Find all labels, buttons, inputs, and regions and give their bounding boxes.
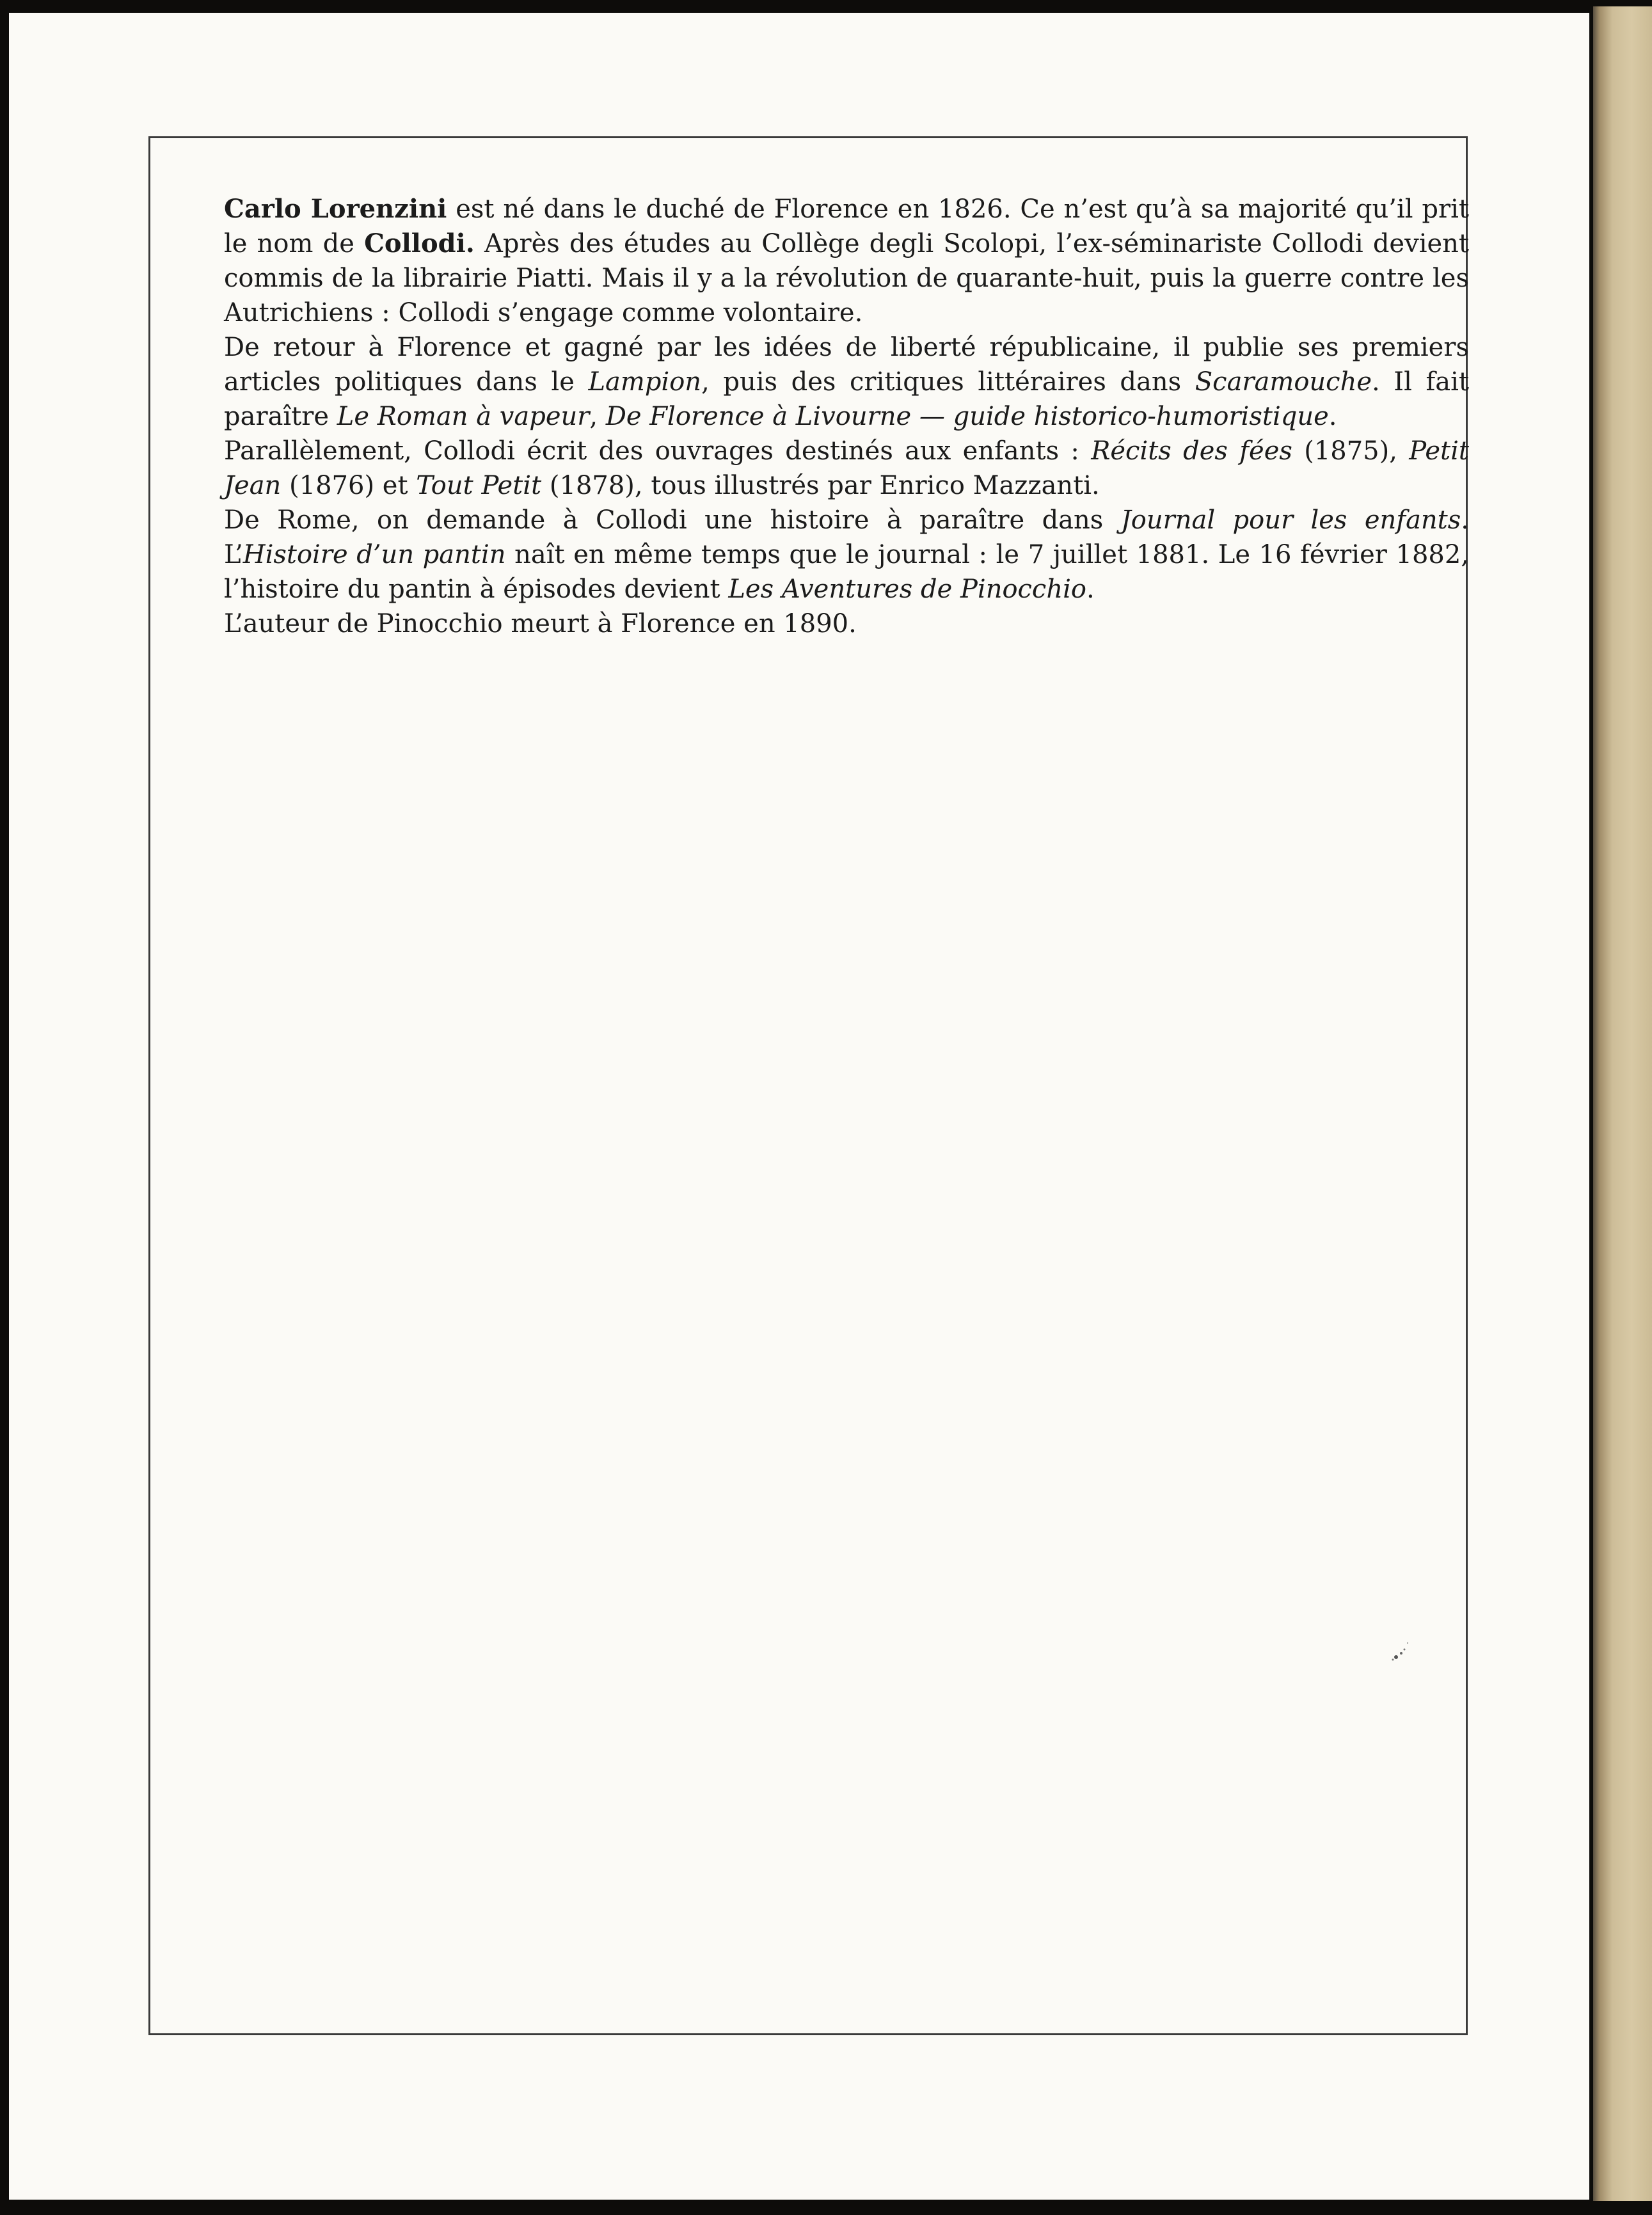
text-segment: . bbox=[1086, 575, 1095, 604]
title-petit-jean: Petit Jean bbox=[224, 436, 1469, 500]
paragraph-children-books bbox=[224, 434, 1469, 503]
title-tout-petit: Tout Petit bbox=[416, 471, 542, 500]
paragraph-birth bbox=[224, 192, 1469, 330]
text-segment: . bbox=[1328, 402, 1337, 431]
ink-smudge-mark bbox=[1382, 1631, 1420, 1670]
text-segment: De Rome, on demande à Collodi une histoire à paraître dans bbox=[224, 505, 1121, 535]
title-florence-livourne: De Florence à Livourne — guide historico-humoristique bbox=[605, 402, 1329, 431]
biography-text bbox=[224, 192, 1469, 641]
text-segment: (1878), tous illustrés par Enrico Mazzanti. bbox=[541, 471, 1100, 500]
text-segment: De retour à Florence et gagné par les idées de liberté républicaine, il publie ses premiers articles politiques dans le bbox=[224, 333, 1469, 397]
name-carlo-lorenzini: Carlo Lorenzini bbox=[224, 194, 447, 224]
text-segment: . L’ bbox=[224, 505, 1470, 569]
page-edge bbox=[1593, 6, 1652, 2201]
title-lampion: Lampion bbox=[588, 367, 702, 397]
title-scaramouche: Scaramouche bbox=[1195, 367, 1372, 397]
text-segment: L’auteur de Pinocchio meurt à Florence en 1890. bbox=[224, 609, 857, 639]
text-segment: naît en même temps que le journal : le 7 juillet 1881. Le 16 février 1882, l’histoire du pantin à épisodes devient bbox=[224, 540, 1470, 604]
text-segment: (1876) et bbox=[281, 471, 417, 500]
title-aventures-pinocchio: Les Aventures de Pinocchio bbox=[728, 575, 1086, 604]
title-roman-a-vapeur: Le Roman à vapeur bbox=[337, 402, 590, 431]
title-journal-enfants: Journal pour les enfants bbox=[1120, 505, 1461, 535]
text-segment: est né dans le duché de Florence en 1826. Ce n’est qu’à sa majorité qu’il prit le nom de bbox=[224, 195, 1469, 258]
paragraph-florence bbox=[224, 330, 1469, 434]
paragraph-pinocchio bbox=[224, 503, 1469, 607]
title-histoire-pantin: Histoire d’un pantin bbox=[242, 540, 506, 569]
name-collodi: Collodi. bbox=[364, 228, 475, 258]
text-segment: . Il fait paraître bbox=[224, 367, 1469, 431]
text-segment: , bbox=[589, 402, 606, 431]
paragraph-death bbox=[224, 607, 1469, 641]
text-segment: Parallèlement, Collodi écrit des ouvrages destinés aux enfants : bbox=[224, 436, 1092, 466]
text-segment: Après des études au Collège degli Scolopi, l’ex-séminariste Collodi devient commis de la librairie Piatti. Mais il y a la révolution de quarante-huit, puis la guerre contre les Autrichiens : Collodi s’engage comme volontaire. bbox=[224, 229, 1469, 328]
text-segment: , puis des critiques littéraires dans bbox=[701, 367, 1195, 397]
text-segment: (1875), bbox=[1292, 436, 1410, 466]
title-recits-des-fees: Récits des fées bbox=[1091, 436, 1292, 466]
